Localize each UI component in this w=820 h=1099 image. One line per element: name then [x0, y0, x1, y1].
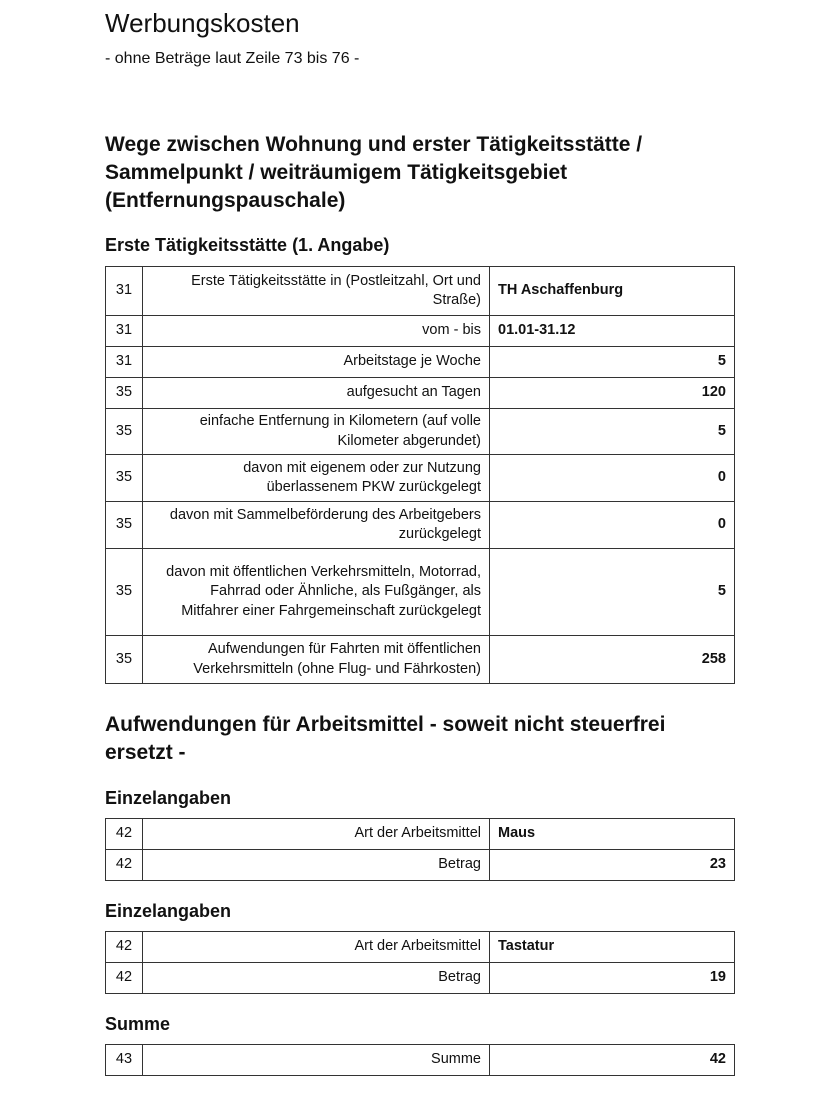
line-number: 35 [106, 455, 143, 502]
table-row [106, 378, 735, 409]
line-number: 35 [106, 636, 143, 684]
field-label: Betrag [143, 850, 490, 881]
section-title-work-equipment: Aufwendungen für Arbeitsmittel - soweit nicht steuerfrei ersetzt - [105, 713, 666, 764]
field-value: 5 [490, 409, 735, 455]
table-row [106, 636, 735, 684]
line-number: 35 [106, 549, 143, 636]
equipment-table-2 [105, 931, 735, 994]
commute-table [105, 266, 735, 684]
field-value: Tastatur [490, 932, 735, 963]
line-number: 42 [106, 963, 143, 994]
line-number: 35 [106, 502, 143, 549]
field-label: davon mit öffentlichen Verkehrsmitteln, Motorrad, Fahrrad oder Ähnliche, als Fußgänger, als Mitfahrer einer Fahrgemeinschaft zurückgelegt [143, 549, 490, 636]
page-subtitle: - ohne Beträge laut Zeile 73 bis 76 - [105, 50, 360, 67]
field-value: 5 [490, 549, 735, 636]
sum-table [105, 1044, 735, 1076]
field-label: davon mit Sammelbeförderung des Arbeitgebers zurückgelegt [143, 502, 490, 549]
field-value: 5 [490, 347, 735, 378]
group-title-sum: Summe [105, 1014, 171, 1034]
equipment-table-1 [105, 818, 735, 881]
page-title: Werbungskosten [105, 8, 300, 38]
field-label: Art der Arbeitsmittel [143, 932, 490, 963]
line-number: 43 [106, 1045, 143, 1076]
group-title-details-2: Einzelangaben [105, 901, 232, 921]
table-row [106, 932, 735, 963]
field-value: 42 [490, 1045, 735, 1076]
field-value: TH Aschaffenburg [490, 267, 735, 316]
line-number: 42 [106, 850, 143, 881]
table-row [106, 316, 735, 347]
field-value: 0 [490, 502, 735, 549]
section-title-commute: Wege zwischen Wohnung und erster Tätigkeitsstätte / Sammelpunkt / weiträumigem Tätigkeitsgebiet (Entfernungspauschale) [105, 133, 643, 212]
table-row [106, 267, 735, 316]
field-label: Art der Arbeitsmittel [143, 819, 490, 850]
field-value: 23 [490, 850, 735, 881]
field-value: 19 [490, 963, 735, 994]
table-row [106, 1045, 735, 1076]
field-label: Aufwendungen für Fahrten mit öffentlichen Verkehrsmitteln (ohne Flug- und Fährkosten) [143, 636, 490, 684]
field-label: aufgesucht an Tagen [143, 378, 490, 409]
group-title-details-1: Einzelangaben [105, 788, 232, 808]
field-label: Betrag [143, 963, 490, 994]
field-value: 01.01-31.12 [490, 316, 735, 347]
subsection-title-first-workplace: Erste Tätigkeitsstätte (1. Angabe) [105, 235, 390, 255]
field-label: Summe [143, 1045, 490, 1076]
table-row [106, 502, 735, 549]
line-number: 35 [106, 409, 143, 455]
table-row [106, 819, 735, 850]
field-label: Erste Tätigkeitsstätte in (Postleitzahl, Ort und Straße) [143, 267, 490, 316]
table-row [106, 850, 735, 881]
line-number: 42 [106, 932, 143, 963]
line-number: 35 [106, 378, 143, 409]
table-row [106, 409, 735, 455]
field-label: davon mit eigenem oder zur Nutzung überlassenem PKW zurückgelegt [143, 455, 490, 502]
table-row [106, 549, 735, 636]
line-number: 31 [106, 347, 143, 378]
field-label: Arbeitstage je Woche [143, 347, 490, 378]
line-number: 31 [106, 316, 143, 347]
field-value: Maus [490, 819, 735, 850]
line-number: 31 [106, 267, 143, 316]
field-value: 120 [490, 378, 735, 409]
field-value: 0 [490, 455, 735, 502]
table-row [106, 455, 735, 502]
field-value: 258 [490, 636, 735, 684]
table-row [106, 963, 735, 994]
table-row [106, 347, 735, 378]
line-number: 42 [106, 819, 143, 850]
field-label: vom - bis [143, 316, 490, 347]
field-label: einfache Entfernung in Kilometern (auf volle Kilometer abgerundet) [143, 409, 490, 455]
